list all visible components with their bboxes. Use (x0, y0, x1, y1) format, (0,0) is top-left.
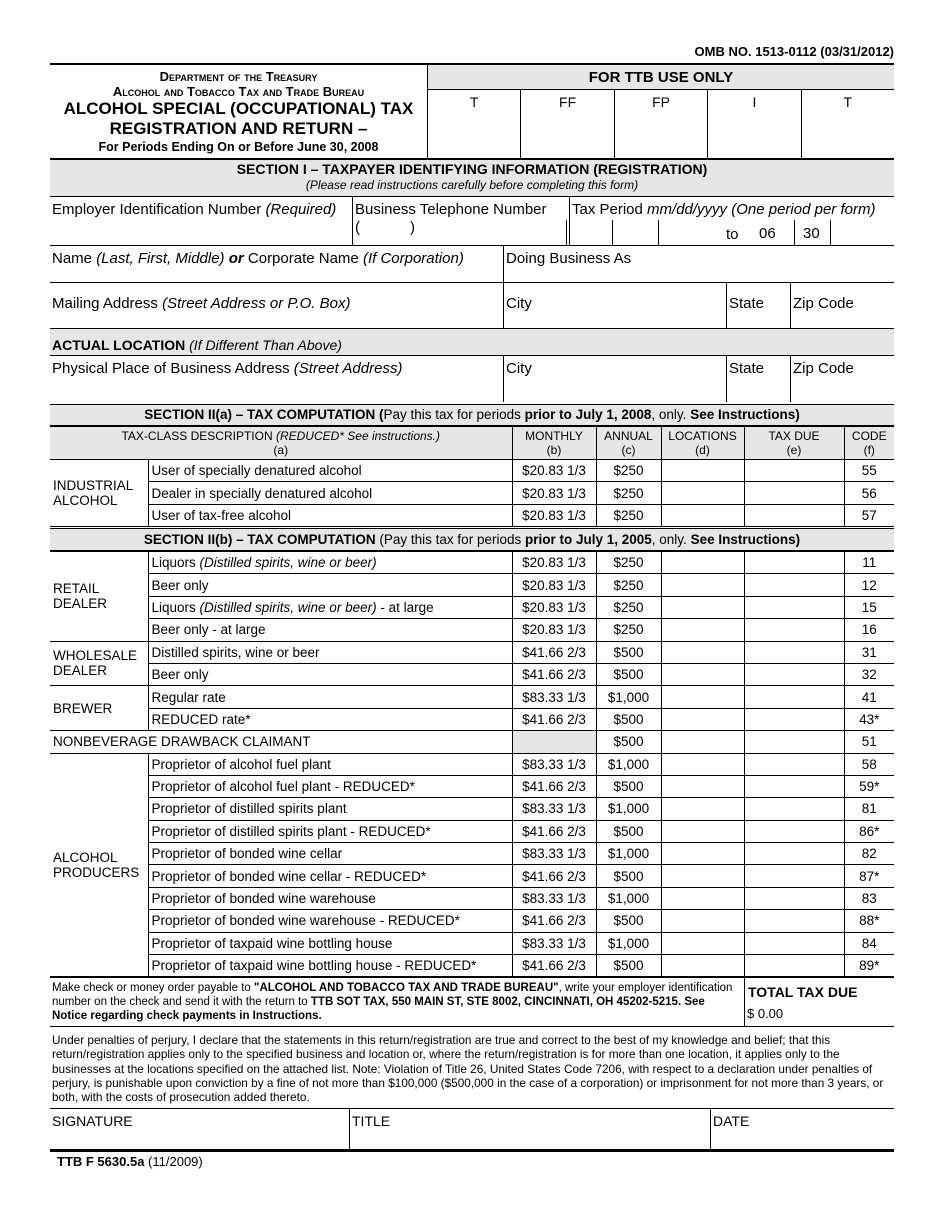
tax-code: 51 (844, 731, 894, 753)
annual-rate: $500 (596, 955, 661, 977)
tax-code: 59* (844, 775, 894, 797)
tax-class-description: Proprietor of bonded wine warehouse - REDUCED* (148, 910, 512, 932)
monthly-rate: $41.66 2/3 (512, 865, 596, 887)
payment-instructions: Make check or money order payable to "ALCOHOL AND TOBACCO TAX AND TRADE BUREAU", write your employer identification number on the check and send it with the return to TTB SOT TAX, 550 MAIN ST, STE 8002, CINCINNATI, OH 45202-5215. See Notice regarding check payments in Instructions. (52, 982, 733, 1022)
tax-code: 83 (844, 887, 894, 909)
locations-input[interactable] (661, 641, 744, 663)
tax-class-description: Proprietor of bonded wine cellar (148, 843, 512, 865)
tax-due-input[interactable] (744, 775, 844, 797)
tax-due-input[interactable] (744, 596, 844, 618)
bureau: Alcohol and Tobacco Tax and Trade Bureau (112, 84, 365, 99)
monthly-rate: $41.66 2/3 (512, 663, 596, 685)
tax-class-description: Proprietor of taxpaid wine bottling house - REDUCED* (148, 955, 512, 977)
phone-area-code[interactable]: ( ) (355, 219, 415, 236)
tax-class-description: Liquors (Distilled spirits, wine or beer) (148, 552, 512, 574)
tax-class-description: Distilled spirits, wine or beer (148, 641, 512, 663)
tax-due-input[interactable] (744, 843, 844, 865)
locations-input[interactable] (661, 775, 744, 797)
section2a-header: SECTION II(a) – TAX COMPUTATION (Pay this tax for periods prior to July 1, 2008, only. See Instructions) (50, 404, 894, 426)
locations-input[interactable] (661, 619, 744, 641)
group-brewer: BREWER (50, 686, 148, 731)
table-row (50, 708, 894, 730)
ttb-cell: FF (521, 90, 614, 159)
dba-field[interactable]: Doing Business As (506, 250, 632, 267)
tax-class-description: Beer only (148, 663, 512, 685)
locations-input[interactable] (661, 708, 744, 730)
annual-rate: $250 (596, 574, 661, 596)
annual-rate: $500 (596, 708, 661, 730)
ttb-cell: T (428, 90, 521, 159)
annual-rate: $250 (596, 596, 661, 618)
annual-rate: $1,000 (596, 753, 661, 775)
tax-code: 41 (844, 686, 894, 708)
tax-table-2a (50, 426, 894, 527)
locations-input[interactable] (661, 910, 744, 932)
tax-due-input[interactable] (744, 574, 844, 596)
tax-class-description: Proprietor of taxpaid wine bottling house (148, 932, 512, 954)
monthly-rate: $20.83 1/3 (512, 596, 596, 618)
group-retail: RETAIL DEALER (50, 552, 148, 642)
tax-code: 15 (844, 596, 894, 618)
annual-rate: $1,000 (596, 887, 661, 909)
tax-due-input[interactable] (744, 753, 844, 775)
monthly-rate: $83.33 1/3 (512, 798, 596, 820)
ttb-cell: FP (615, 90, 708, 159)
col-header-locations: LOCATIONS (d) (661, 427, 744, 460)
table-row (50, 552, 894, 574)
tax-class-description: Beer only (148, 574, 512, 596)
monthly-rate: $41.66 2/3 (512, 955, 596, 977)
annual-rate: $250 (596, 552, 661, 574)
col-header-tax-due: TAX DUE (e) (744, 427, 844, 460)
monthly-rate: $20.83 1/3 (512, 552, 596, 574)
monthly-rate: $83.33 1/3 (512, 686, 596, 708)
monthly-rate: $83.33 1/3 (512, 887, 596, 909)
locations-input[interactable] (661, 753, 744, 775)
locations-input[interactable] (661, 843, 744, 865)
locations-input[interactable] (661, 552, 744, 574)
locations-input[interactable] (661, 932, 744, 954)
actual-location-bar: ACTUAL LOCATION (If Different Than Above) (50, 329, 894, 356)
tax-period-to: to (726, 226, 739, 243)
table-row (50, 820, 894, 842)
date-field[interactable]: DATE (713, 1113, 750, 1129)
total-tax-due-value[interactable]: $ 0.00 (747, 1006, 784, 1021)
annual-rate: $500 (596, 731, 661, 753)
tax-code: 58 (844, 753, 894, 775)
monthly-rate: $41.66 2/3 (512, 775, 596, 797)
monthly-rate: $41.66 2/3 (512, 641, 596, 663)
tax-code: 86* (844, 820, 894, 842)
tax-code: 32 (844, 663, 894, 685)
table-row (50, 596, 894, 618)
section1-fields (50, 197, 894, 405)
monthly-rate (512, 731, 596, 753)
tax-code: 31 (844, 641, 894, 663)
tax-due-input[interactable] (744, 865, 844, 887)
ttb-cell: T (843, 94, 853, 110)
tax-due-input[interactable] (744, 798, 844, 820)
table-row (50, 910, 894, 932)
tax-class-description: REDUCED rate* (148, 708, 512, 730)
physical-city-field[interactable]: City (506, 360, 532, 377)
name-field[interactable]: Name (Last, First, Middle) or Corporate Name (If Corporation) (52, 250, 464, 267)
locations-input[interactable] (661, 482, 744, 504)
phone-field[interactable]: Business Telephone Number (355, 201, 547, 218)
tax-table-2b (50, 551, 894, 977)
tax-code: 82 (844, 843, 894, 865)
section2b-header: SECTION II(b) – TAX COMPUTATION (Pay this tax for periods prior to July 1, 2005, only. See Instructions) (50, 528, 894, 551)
annual-rate: $1,000 (596, 843, 661, 865)
tax-due-input[interactable] (744, 686, 844, 708)
locations-input[interactable] (661, 686, 744, 708)
table-row (50, 753, 894, 775)
tax-code: 12 (844, 574, 894, 596)
tax-class-description: Liquors (Distilled spirits, wine or beer) - at large (148, 596, 512, 618)
ttb-use-label: FOR TTB USE ONLY (428, 65, 894, 90)
mailing-zip-field[interactable]: Zip Code (793, 295, 854, 312)
table-row (50, 663, 894, 685)
tax-code: 11 (844, 552, 894, 574)
locations-input[interactable] (661, 596, 744, 618)
total-tax-due-label: TOTAL TAX DUE (748, 984, 858, 1000)
tax-class-description: Proprietor of alcohol fuel plant - REDUCED* (148, 775, 512, 797)
mailing-state-field[interactable]: State (729, 295, 765, 312)
annual-rate: $500 (596, 663, 661, 685)
form-title-1: ALCOHOL SPECIAL (OCCUPATIONAL) TAX (63, 99, 414, 118)
locations-input[interactable] (661, 460, 744, 482)
form-header (50, 63, 427, 159)
form-period: For Periods Ending On or Before June 30, 2008 (98, 140, 379, 154)
tax-due-input[interactable] (744, 955, 844, 977)
table-row: INDUSTRIAL ALCOHOL User of specially denatured alcohol $20.83 1/3 $250 55 (50, 460, 894, 482)
table-row: Dealer in specially denatured alcohol $20.83 1/3 $250 56 (50, 482, 894, 504)
table-row (50, 865, 894, 887)
group-wholesale: WHOLESALE DEALER (50, 641, 148, 686)
tax-due-input[interactable] (744, 619, 844, 641)
annual-rate: $500 (596, 775, 661, 797)
col-header-monthly: MONTHLY (b) (512, 427, 596, 460)
ttb-cell: I (708, 90, 801, 159)
monthly-rate: $41.66 2/3 (512, 910, 596, 932)
section1-header: SECTION I – TAXPAYER IDENTIFYING INFORMATION (REGISTRATION) (Please read instructions carefully before completing this form) (50, 159, 894, 197)
tax-period-label: Tax Period mm/dd/yyyy (One period per form) (572, 201, 876, 218)
payment-area (50, 977, 894, 1027)
tax-due-input[interactable] (744, 641, 844, 663)
table-row (50, 932, 894, 954)
title-field[interactable]: TITLE (352, 1113, 391, 1129)
locations-input[interactable] (661, 663, 744, 685)
group-producers: ALCOHOL PRODUCERS (50, 753, 148, 977)
tax-period-month[interactable]: 06 (759, 225, 776, 242)
mailing-city-field[interactable]: City (506, 295, 532, 312)
signature-field[interactable]: SIGNATURE (52, 1113, 133, 1129)
tax-due-input[interactable] (744, 663, 844, 685)
table-row (50, 641, 894, 663)
table-row (50, 955, 894, 977)
annual-rate: $1,000 (596, 798, 661, 820)
ein-field[interactable]: Employer Identification Number (Required) (52, 201, 337, 218)
tax-class-description: Proprietor of bonded wine warehouse (148, 887, 512, 909)
tax-due-input[interactable] (744, 887, 844, 909)
tax-code: 43* (844, 708, 894, 730)
table-row (50, 731, 894, 753)
tax-period-day[interactable]: 30 (803, 225, 820, 242)
annual-rate: $1,000 (596, 686, 661, 708)
table-row (50, 887, 894, 909)
perjury-statement: Under penalties of perjury, I declare that the statements in this return/registration are true and correct to the best of my knowledge and belief; that this return/registration applies only to the specified business and location or, where the return/registration is for more than one location, it applies only to the businesses at the locations specified on the attached list. Note: Violation of Title 26, United States Code 7206, with respect to a declaration under penalties of perjury, is punishable upon conviction by a fine of not more than $100,000 ($500,000 in the case of a corporation) or imprisonment for not more than 3 years, or both, with the costs of prosecution added thereto. (52, 1033, 884, 1105)
physical-zip-field[interactable]: Zip Code (793, 360, 854, 377)
tax-code: 89* (844, 955, 894, 977)
physical-address-field[interactable]: Physical Place of Business Address (Street Address) (52, 360, 403, 377)
col-header-description: TAX-CLASS DESCRIPTION (REDUCED* See instructions.) (a) (50, 427, 512, 460)
monthly-rate: $83.33 1/3 (512, 753, 596, 775)
group-industrial-alcohol: INDUSTRIAL ALCOHOL (50, 460, 148, 527)
monthly-rate: $41.66 2/3 (512, 820, 596, 842)
table-row (50, 574, 894, 596)
physical-state-field[interactable]: State (729, 360, 765, 377)
tax-code: 81 (844, 798, 894, 820)
tax-code: 84 (844, 932, 894, 954)
locations-input[interactable] (661, 955, 744, 977)
locations-input[interactable] (661, 865, 744, 887)
tax-code: 87* (844, 865, 894, 887)
table-row: User of tax-free alcohol $20.83 1/3 $250 57 (50, 504, 894, 526)
locations-input[interactable] (661, 820, 744, 842)
table-row (50, 843, 894, 865)
annual-rate: $500 (596, 820, 661, 842)
form-id: TTB F 5630.5a (11/2009) (57, 1154, 203, 1169)
locations-input[interactable] (661, 731, 744, 753)
locations-input[interactable] (661, 574, 744, 596)
monthly-rate: $83.33 1/3 (512, 843, 596, 865)
monthly-rate: $20.83 1/3 (512, 574, 596, 596)
tax-due-input[interactable] (744, 731, 844, 753)
tax-class-description: Regular rate (148, 686, 512, 708)
tax-due-input[interactable] (744, 460, 844, 482)
tax-due-input[interactable] (744, 820, 844, 842)
col-header-code: CODE (f) (844, 427, 894, 460)
tax-class-description: Proprietor of bonded wine cellar - REDUCED* (148, 865, 512, 887)
tax-due-input[interactable] (744, 910, 844, 932)
annual-rate: $500 (596, 865, 661, 887)
tax-class-description: Proprietor of distilled spirits plant (148, 798, 512, 820)
tax-class-description: Beer only - at large (148, 619, 512, 641)
col-header-annual: ANNUAL (c) (596, 427, 661, 460)
monthly-rate: $20.83 1/3 (512, 619, 596, 641)
monthly-rate: $83.33 1/3 (512, 932, 596, 954)
locations-input[interactable] (661, 887, 744, 909)
ttb-use-box (427, 63, 894, 159)
nonbeverage-claimant-label: NONBEVERAGE DRAWBACK CLAIMANT (50, 731, 512, 753)
form-title-2: REGISTRATION AND RETURN – (109, 119, 368, 138)
locations-input[interactable] (661, 798, 744, 820)
tax-due-input[interactable] (744, 552, 844, 574)
mailing-address-field[interactable]: Mailing Address (Street Address or P.O. Box) (52, 295, 351, 312)
annual-rate: $1,000 (596, 932, 661, 954)
annual-rate: $250 (596, 619, 661, 641)
tax-class-description: Proprietor of distilled spirits plant - REDUCED* (148, 820, 512, 842)
table-row (50, 619, 894, 641)
tax-code: 88* (844, 910, 894, 932)
tax-code: 16 (844, 619, 894, 641)
tax-due-input[interactable] (744, 482, 844, 504)
department: Department of the Treasury (159, 69, 318, 84)
table-row (50, 775, 894, 797)
tax-due-input[interactable] (744, 708, 844, 730)
table-row (50, 686, 894, 708)
tax-due-input[interactable] (744, 504, 844, 526)
tax-class-description: Proprietor of alcohol fuel plant (148, 753, 512, 775)
annual-rate: $500 (596, 910, 661, 932)
table-row (50, 798, 894, 820)
omb-number: OMB NO. 1513-0112 (03/31/2012) (694, 44, 894, 59)
monthly-rate: $41.66 2/3 (512, 708, 596, 730)
annual-rate: $500 (596, 641, 661, 663)
signature-row (50, 1108, 894, 1152)
locations-input[interactable] (661, 504, 744, 526)
tax-due-input[interactable] (744, 932, 844, 954)
